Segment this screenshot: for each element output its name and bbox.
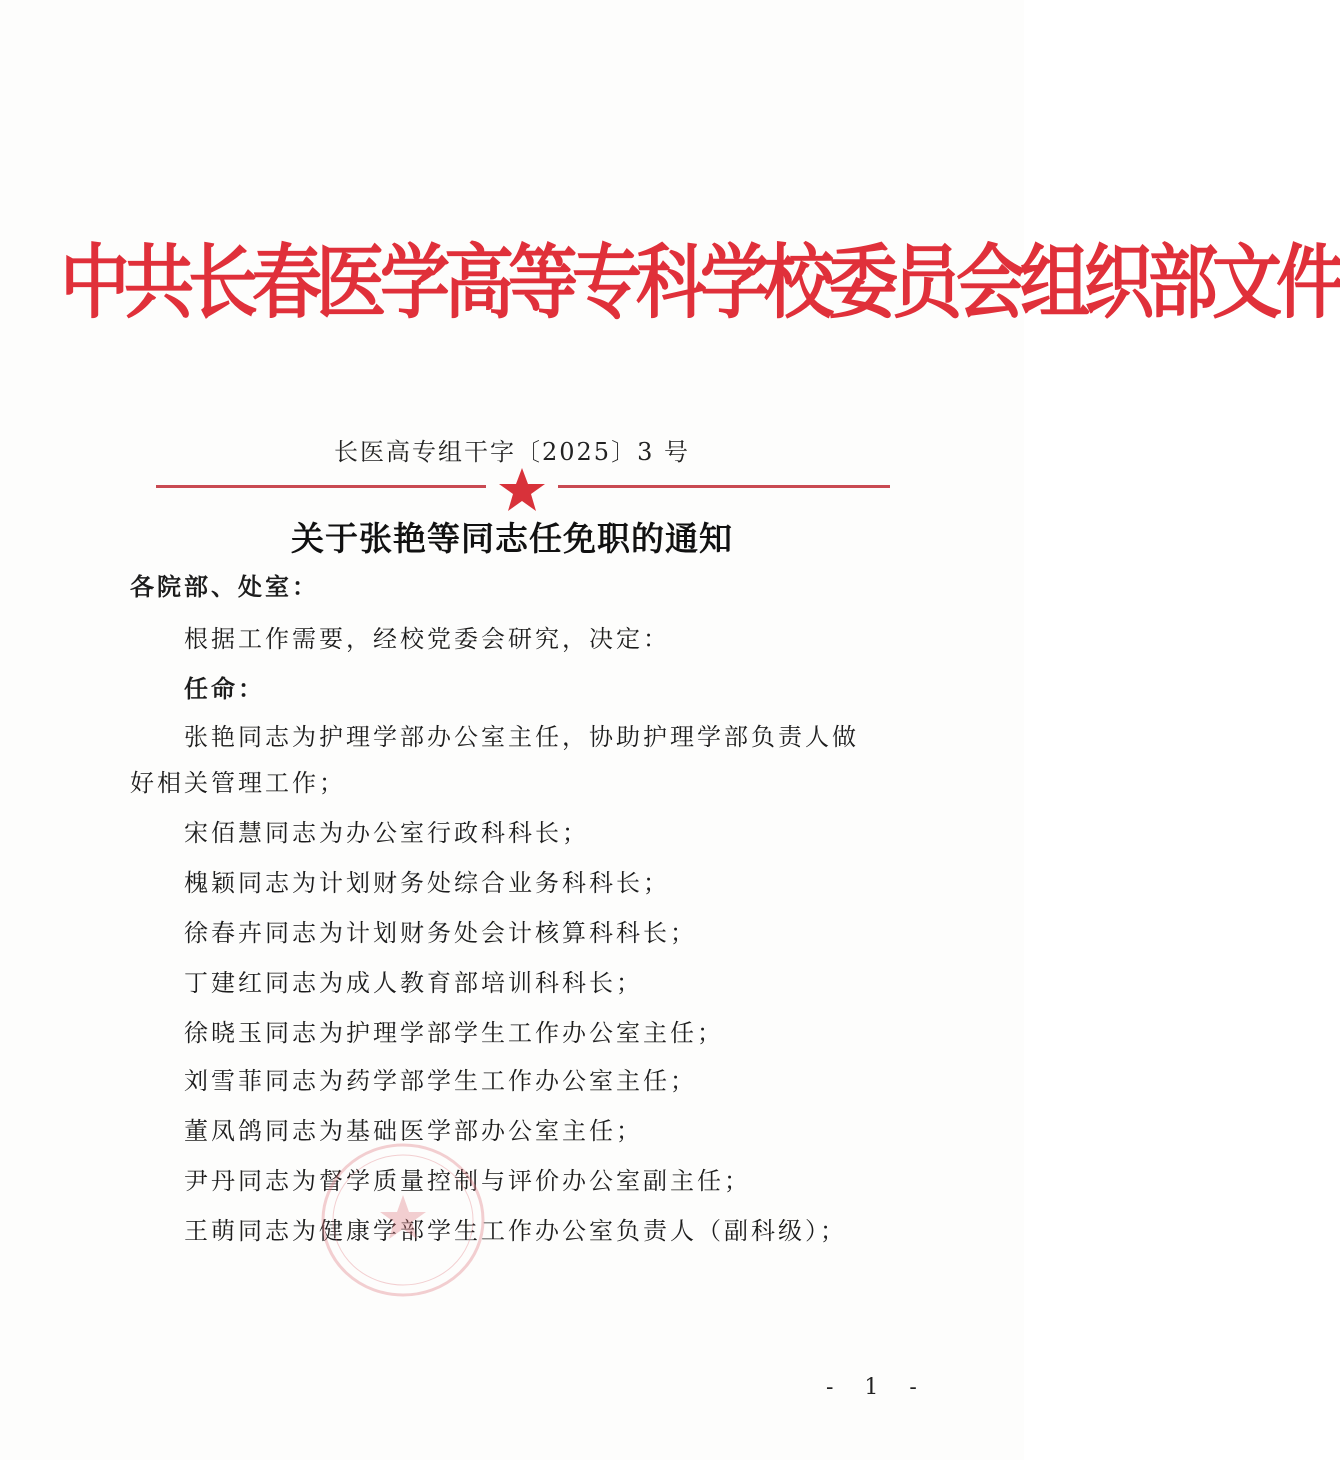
appointment-item: 宋佰慧同志为办公室行政科科长； [184,819,589,847]
appointment-item: 尹丹同志为督学质量控制与评价办公室副主任； [184,1167,751,1195]
appointment-item: 槐颖同志为计划财务处综合业务科科长； [184,869,670,897]
page-number: - 1 - [826,1375,929,1400]
official-seal-stamp [318,1140,488,1300]
header-rule-right [558,485,890,488]
appointment-item: 丁建红同志为成人教育部培训科科长； [184,969,643,997]
appointment-item: 刘雪菲同志为药学部学生工作办公室主任； [184,1067,697,1095]
star-icon [496,466,548,514]
appointment-item: 董凤鸽同志为基础医学部办公室主任； [184,1117,643,1145]
appointment-item: 徐春卉同志为计划财务处会计核算科科长； [184,919,697,947]
header-rule-left [156,485,486,488]
appointment-item: 徐晓玉同志为护理学部学生工作办公室主任； [184,1019,724,1047]
appointment-item: 王萌同志为健康学部学生工作办公室负责人（副科级）； [184,1217,847,1245]
intro-paragraph: 根据工作需要，经校党委会研究，决定： [184,625,670,653]
appointment-item-continuation: 好相关管理工作； [130,769,346,797]
document-number: 长医高专组干字〔2025〕3 号 [334,438,690,466]
notice-title: 关于张艳等同志任免职的通知 [291,519,733,558]
appointment-item: 张艳同志为护理学部办公室主任，协助护理学部负责人做 [184,723,859,751]
document-header-title: 中共长春医学高等专科学校委员会组织部文件 [60,235,1340,331]
section-label-appoint: 任命： [184,674,265,703]
addressee: 各院部、处室： [130,572,319,601]
